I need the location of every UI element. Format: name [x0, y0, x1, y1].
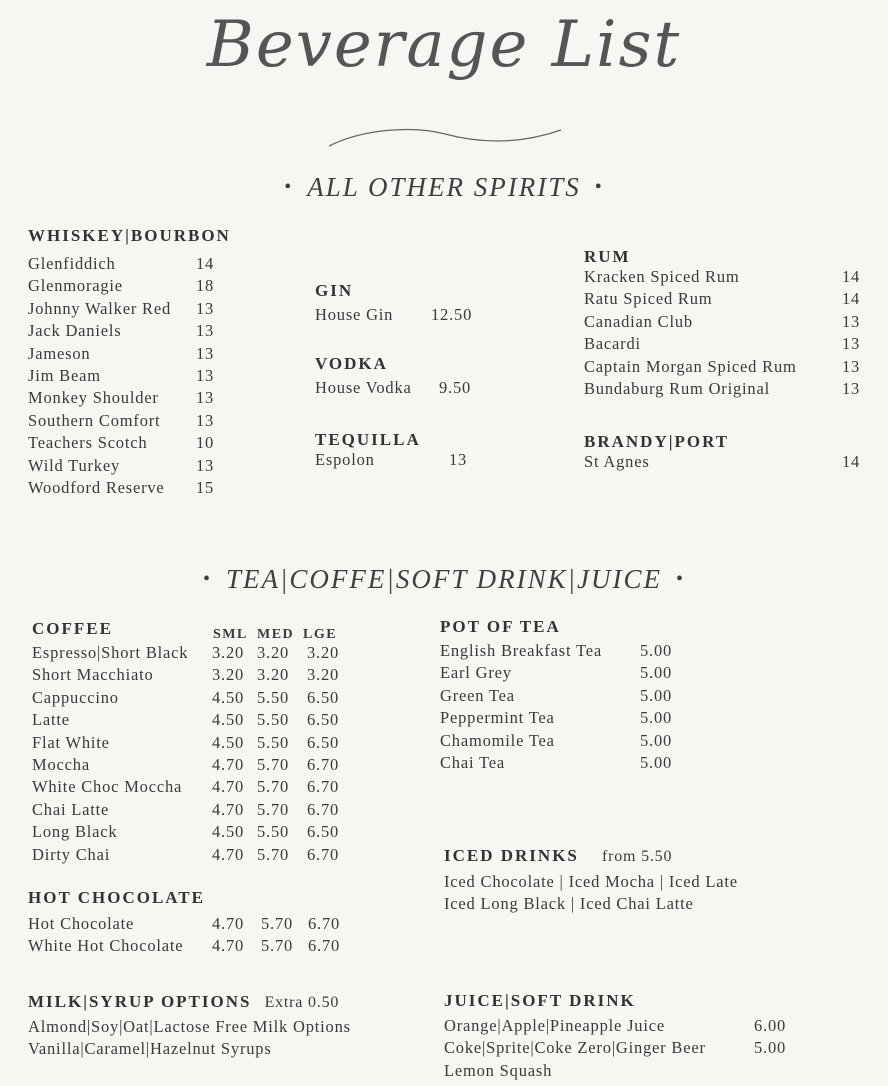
rum-list — [584, 267, 864, 401]
menu-item — [584, 312, 864, 334]
item-name: Captain Morgan Spiced Rum — [584, 356, 797, 376]
item-price: 13 — [196, 365, 215, 385]
size-lge-label: LGE — [303, 627, 338, 642]
item-price: 15 — [196, 477, 215, 497]
item-name: Flat White — [32, 732, 110, 752]
menu-item — [440, 663, 700, 685]
juice-list — [444, 1016, 844, 1083]
tequilla-heading: TEQUILLA — [315, 430, 421, 449]
price-sml: 4.50 — [212, 687, 245, 707]
item-name: White Choc Moccha — [32, 777, 183, 797]
menu-item — [32, 845, 362, 867]
price-sml: 4.70 — [212, 777, 245, 797]
item-price: 13 — [196, 298, 215, 318]
price-med: 5.50 — [257, 710, 290, 730]
milk-syrup-header — [28, 992, 428, 1012]
menu-item — [32, 755, 362, 777]
item-name: Wild Turkey — [28, 455, 121, 475]
bullet-left: • — [284, 176, 294, 198]
swash-divider — [325, 120, 565, 154]
size-sml-label: SML — [213, 627, 248, 642]
menu-item — [32, 710, 362, 732]
iced-drinks-heading: ICED DRINKS — [444, 846, 579, 865]
menu-item — [584, 334, 864, 356]
item-name: Moccha — [32, 754, 90, 774]
price-lge: 6.70 — [307, 777, 340, 797]
item-price: 5.00 — [640, 752, 673, 772]
price-lge: 6.70 — [307, 844, 340, 864]
menu-item — [32, 665, 362, 687]
price-med: 5.70 — [261, 936, 294, 956]
item-price: 13 — [196, 343, 215, 363]
vodka-heading: VODKA — [315, 354, 388, 373]
menu-item — [28, 478, 228, 500]
price-lge: 6.70 — [307, 754, 340, 774]
item-name: Glenfiddich — [28, 254, 116, 273]
vodka-section — [315, 354, 515, 400]
item-name: Cappuccino — [32, 687, 119, 707]
iced-drinks-section — [444, 846, 844, 917]
price-med: 5.70 — [257, 754, 290, 774]
section-title-drinks — [0, 564, 888, 595]
menu-item — [28, 914, 368, 936]
item-name: Long Black — [32, 822, 118, 842]
item-price: 14 — [842, 289, 861, 309]
tea-section — [440, 617, 700, 775]
item-price: 14 — [842, 267, 861, 286]
menu-item — [28, 433, 228, 455]
milk-syrup-section — [28, 992, 428, 1062]
price-sml: 4.70 — [212, 936, 245, 956]
hot-chocolate-heading: HOT CHOCOLATE — [28, 888, 205, 907]
item-name: White Hot Chocolate — [28, 936, 184, 956]
item-name: Southern Comfort — [28, 410, 161, 430]
tequilla-section — [315, 430, 515, 472]
menu-item — [315, 305, 515, 327]
price-lge: 6.70 — [307, 799, 340, 819]
menu-item — [440, 753, 700, 775]
menu-item — [28, 321, 228, 343]
bullet-right: • — [594, 176, 604, 198]
menu-item — [440, 731, 700, 753]
iced-drinks-line: Iced Long Black | Iced Chai Latte — [444, 894, 694, 914]
item-name: St Agnes — [584, 452, 650, 471]
menu-item — [32, 688, 362, 710]
bullet-left: • — [202, 568, 212, 590]
gin-section — [315, 281, 515, 327]
coffee-section — [32, 619, 362, 867]
milk-options-line: Almond|Soy|Oat|Lactose Free Milk Options — [28, 1017, 351, 1036]
item-price: 13 — [842, 334, 861, 354]
menu-item — [444, 1038, 844, 1060]
price-lge: 6.50 — [307, 822, 340, 842]
bullet-right: • — [676, 568, 686, 590]
item-name: Chai Latte — [32, 799, 110, 819]
menu-item — [440, 641, 700, 663]
juice-section — [444, 991, 844, 1083]
menu-item — [28, 388, 228, 410]
section-title-text: ALL OTHER SPIRITS — [307, 172, 581, 202]
price-lge: 3.20 — [307, 665, 340, 685]
menu-item — [444, 1016, 844, 1038]
item-name: Ratu Spiced Rum — [584, 289, 713, 309]
menu-item — [584, 452, 864, 474]
hot-chocolate-list — [28, 914, 368, 959]
menu-item — [32, 733, 362, 755]
price-sml: 4.70 — [212, 799, 245, 819]
item-price: 5.00 — [640, 641, 673, 660]
menu-item — [584, 289, 864, 311]
item-name: Monkey Shoulder — [28, 388, 159, 408]
menu-item — [28, 366, 228, 388]
item-name: Glenmoragie — [28, 276, 123, 296]
menu-item — [440, 708, 700, 730]
item-price: 10 — [196, 433, 215, 453]
item-name: House Vodka — [315, 378, 412, 397]
price-sml: 4.70 — [212, 914, 245, 933]
item-price: 9.50 — [439, 378, 472, 397]
coffee-list — [32, 643, 362, 867]
menu-item — [28, 411, 228, 433]
whiskey-heading: WHISKEY|BOURBON — [28, 226, 231, 245]
item-name: English Breakfast Tea — [440, 641, 602, 660]
brandy-section — [584, 432, 864, 474]
brandy-heading: BRANDY|PORT — [584, 432, 730, 451]
price-sml: 4.50 — [212, 732, 245, 752]
menu-item — [32, 800, 362, 822]
price-sml: 3.20 — [212, 643, 245, 662]
item-name: Jack Daniels — [28, 321, 122, 341]
menu-item — [28, 299, 228, 321]
item-price: 13 — [842, 356, 861, 376]
menu-item — [584, 379, 864, 401]
item-name: Orange|Apple|Pineapple Juice — [444, 1016, 665, 1035]
price-med: 5.70 — [261, 914, 294, 933]
price-med: 5.70 — [257, 844, 290, 864]
item-name: Chai Tea — [440, 752, 505, 772]
item-price: 5.00 — [640, 685, 673, 705]
iced-drinks-line: Iced Chocolate | Iced Mocha | Iced Late — [444, 872, 738, 891]
price-sml: 4.70 — [212, 844, 245, 864]
price-med: 5.50 — [257, 687, 290, 707]
item-name: Johnny Walker Red — [28, 298, 172, 318]
gin-heading: GIN — [315, 281, 354, 300]
item-name: Woodford Reserve — [28, 477, 165, 497]
menu-item — [584, 267, 864, 289]
menu-item — [28, 936, 368, 958]
item-name: Lemon Squash — [444, 1060, 553, 1080]
price-sml: 4.70 — [212, 754, 245, 774]
syrup-options-line: Vanilla|Caramel|Hazelnut Syrups — [28, 1039, 272, 1059]
price-lge: 6.70 — [308, 936, 341, 956]
price-med: 5.70 — [257, 777, 290, 797]
item-name: Earl Grey — [440, 663, 512, 683]
tea-heading: POT OF TEA — [440, 617, 561, 636]
item-name: Kracken Spiced Rum — [584, 267, 740, 286]
item-price: 13 — [196, 321, 215, 341]
menu-item — [28, 276, 228, 298]
item-price: 5.00 — [640, 730, 673, 750]
price-sml: 4.50 — [212, 710, 245, 730]
coffee-header-row — [32, 619, 362, 643]
item-name: Canadian Club — [584, 311, 693, 331]
item-name: Espolon — [315, 450, 375, 469]
item-price: 18 — [196, 276, 215, 296]
menu-item — [32, 643, 362, 665]
item-price: 13 — [196, 388, 215, 408]
item-price: 14 — [842, 452, 861, 471]
menu-item — [584, 357, 864, 379]
juice-heading: JUICE|SOFT DRINK — [444, 991, 636, 1010]
price-med: 5.70 — [257, 799, 290, 819]
item-price: 5.00 — [640, 708, 673, 728]
menu-item — [440, 686, 700, 708]
price-lge: 3.20 — [307, 643, 340, 662]
milk-syrup-heading: MILK|SYRUP OPTIONS — [28, 992, 252, 1011]
item-price: 12.50 — [431, 305, 473, 324]
price-med: 3.20 — [257, 665, 290, 685]
item-name: House Gin — [315, 305, 394, 324]
item-price: 13 — [842, 378, 861, 398]
coffee-heading: COFFEE — [32, 619, 113, 638]
menu-item — [315, 450, 515, 472]
item-name: Coke|Sprite|Coke Zero|Ginger Beer — [444, 1038, 706, 1058]
item-price: 13 — [449, 450, 468, 469]
menu-item — [28, 344, 228, 366]
tea-list — [440, 641, 700, 775]
item-price: 5.00 — [754, 1038, 787, 1058]
item-price: 6.00 — [754, 1016, 787, 1035]
item-name: Peppermint Tea — [440, 708, 555, 728]
item-name: Short Macchiato — [32, 665, 154, 685]
section-title-text: TEA|COFFE|SOFT DRINK|JUICE — [226, 564, 662, 594]
item-price: 13 — [842, 311, 861, 331]
rum-heading: RUM — [584, 247, 631, 266]
whiskey-section — [28, 226, 231, 500]
item-price: 13 — [196, 455, 215, 475]
menu-item — [315, 378, 515, 400]
item-price: 5.00 — [640, 663, 673, 683]
section-title-spirits — [0, 172, 888, 203]
item-name: Teachers Scotch — [28, 433, 148, 453]
item-name: Chamomile Tea — [440, 730, 555, 750]
price-lge: 6.70 — [308, 914, 341, 933]
price-lge: 6.50 — [307, 710, 340, 730]
page-title: Beverage List — [206, 8, 682, 82]
item-name: Hot Chocolate — [28, 914, 135, 933]
hot-chocolate-section — [28, 888, 368, 959]
menu-item — [32, 822, 362, 844]
item-name: Green Tea — [440, 685, 515, 705]
item-name: Latte — [32, 710, 70, 730]
menu-item — [444, 1061, 844, 1083]
item-name: Dirty Chai — [32, 844, 111, 864]
rum-section — [584, 247, 864, 401]
milk-syrup-extra: Extra 0.50 — [264, 994, 340, 1011]
item-name: Bacardi — [584, 334, 641, 354]
item-price: 13 — [196, 410, 215, 430]
item-name: Jameson — [28, 343, 91, 363]
price-med: 5.50 — [257, 732, 290, 752]
item-name: Jim Beam — [28, 365, 101, 385]
menu-item — [28, 254, 228, 276]
price-sml: 3.20 — [212, 665, 245, 685]
item-name: Bundaburg Rum Original — [584, 378, 770, 398]
price-med: 5.50 — [257, 822, 290, 842]
price-sml: 4.50 — [212, 822, 245, 842]
iced-drinks-price: from 5.50 — [601, 848, 673, 865]
menu-item — [32, 777, 362, 799]
item-name: Espresso|Short Black — [32, 643, 189, 662]
price-lge: 6.50 — [307, 732, 340, 752]
size-med-label: MED — [257, 627, 295, 642]
menu-item — [28, 456, 228, 478]
price-med: 3.20 — [257, 643, 290, 662]
price-lge: 6.50 — [307, 687, 340, 707]
whiskey-list — [28, 254, 228, 500]
iced-drinks-header — [444, 846, 844, 866]
item-price: 14 — [196, 254, 215, 273]
